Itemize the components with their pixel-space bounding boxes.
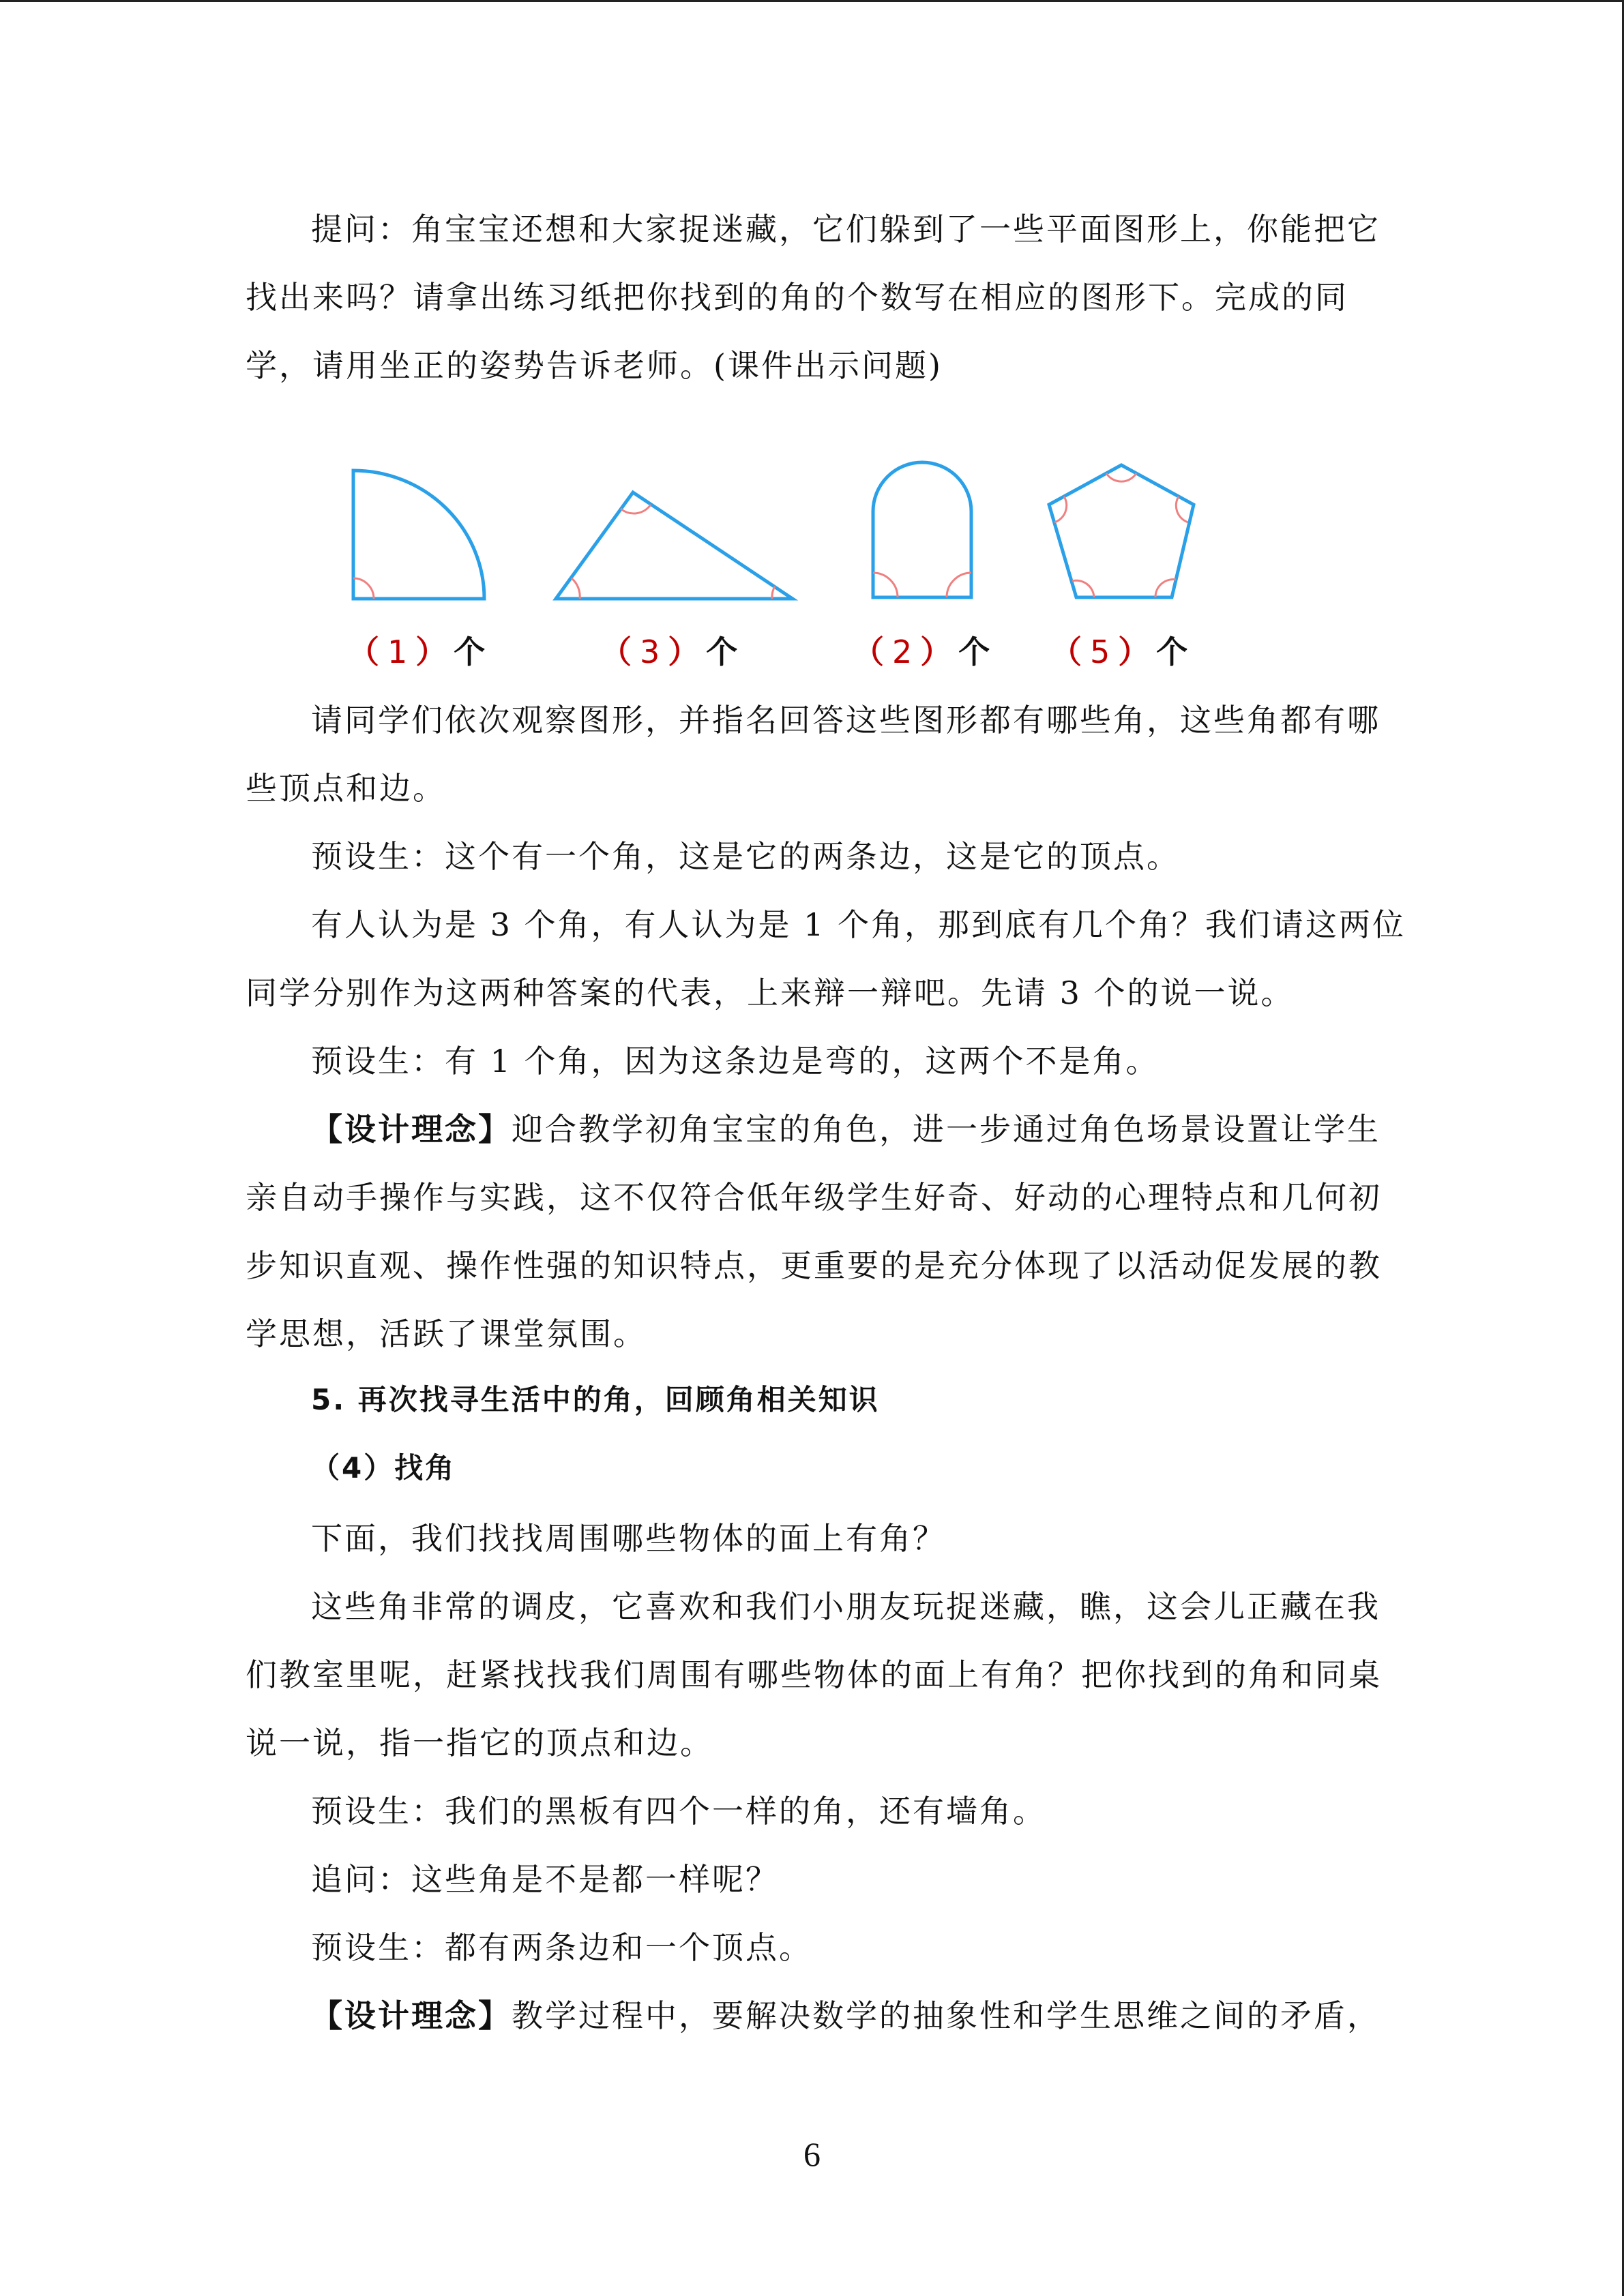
close-paren: ）	[920, 633, 952, 670]
design-concept-text: 教学过程中，要解决数学的抽象性和学生思维之间的矛盾，	[512, 1997, 1381, 2034]
question-intro-line2: 找出来吗？请拿出练习纸把你找到的角的个数写在相应的图形下。完成的同	[246, 279, 1348, 316]
design-concept-1-line1	[311, 1105, 1381, 1150]
angle-count: 1	[387, 633, 408, 670]
open-paren: （	[1050, 633, 1082, 670]
find-angles-desc-line1: 这些角非常的调皮，它喜欢和我们小朋友玩捉迷藏，瞧，这会儿正藏在我	[311, 1588, 1381, 1625]
angle-count: 3	[640, 633, 660, 670]
preset-answer-3: 预设生：我们的黑板有四个一样的角，还有墙角。	[311, 1793, 1046, 1830]
close-paren: ）	[668, 633, 700, 670]
design-concept-1-line4: 学思想，活跃了课堂氛围。	[246, 1315, 647, 1352]
unit-label: 个	[1156, 633, 1188, 670]
plane-shapes-figure	[327, 450, 1214, 614]
shape-3-answer	[853, 627, 990, 672]
triangle-shape	[556, 492, 793, 599]
open-paren: （	[853, 633, 884, 670]
shape-4-answer	[1050, 627, 1187, 672]
preset-answer-4: 预设生：都有两条边和一个顶点。	[311, 1929, 812, 1966]
design-concept-2-line1	[311, 1991, 1381, 2036]
design-concept-text: 迎合教学初角宝宝的角色，进一步通过角色场景设置让学生	[512, 1111, 1381, 1148]
pentagon-shape	[1049, 465, 1194, 597]
shape-1-answer	[348, 627, 485, 672]
subsection-heading-4: （4）找角	[311, 1451, 456, 1485]
quarter-circle-shape	[353, 471, 484, 599]
question-intro-line1: 提问：角宝宝还想和大家捉迷藏，它们躲到了一些平面图形上，你能把它	[311, 211, 1381, 248]
question-intro-line3: 学，请用坐正的姿势告诉老师。(课件出示问题)	[246, 347, 943, 384]
follow-up-question: 追问：这些角是不是都一样呢？	[311, 1861, 779, 1898]
design-concept-1-line3: 步知识直观、操作性强的知识特点，更重要的是充分体现了以活动促发展的教	[246, 1247, 1382, 1284]
shape-2-answer	[600, 627, 737, 672]
observe-line1: 请同学们依次观察图形，并指名回答这些图形都有哪些角，这些角都有哪	[311, 702, 1381, 739]
open-paren: （	[600, 633, 632, 670]
arch-shape	[873, 462, 971, 597]
preset-answer-2: 预设生：有 1 个角，因为这条边是弯的，这两个不是角。	[311, 1043, 1160, 1079]
design-concept-label: 【设计理念】	[311, 1111, 512, 1148]
close-paren: ）	[1118, 633, 1150, 670]
close-paren: ）	[415, 633, 447, 670]
debate-line1: 有人认为是 3 个角，有人认为是 1 个角，那到底有几个角？我们请这两位	[311, 906, 1406, 943]
section-heading-5: 5. 再次找寻生活中的角，回顾角相关知识	[311, 1383, 880, 1416]
unit-label: 个	[454, 633, 486, 670]
unit-label: 个	[958, 633, 990, 670]
unit-label: 个	[706, 633, 738, 670]
design-concept-label: 【设计理念】	[311, 1997, 512, 2034]
page-number: 6	[803, 2135, 821, 2173]
debate-line2: 同学分别作为这两种答案的代表，上来辩一辩吧。先请 3 个的说一说。	[246, 974, 1295, 1011]
observe-line2: 些顶点和边。	[246, 770, 446, 807]
angle-count: 2	[892, 633, 913, 670]
find-angles-intro: 下面，我们找找周围哪些物体的面上有角？	[311, 1520, 946, 1557]
find-angles-desc-line3: 说一说，指一指它的顶点和边。	[246, 1725, 713, 1761]
preset-answer-1: 预设生：这个有一个角，这是它的两条边，这是它的顶点。	[311, 838, 1180, 875]
page-border-top	[0, 0, 1624, 2]
find-angles-desc-line2: 们教室里呢，赶紧找找我们周围有哪些物体的面上有角？把你找到的角和同桌	[246, 1656, 1382, 1693]
angle-count: 5	[1090, 633, 1110, 670]
open-paren: （	[348, 633, 379, 670]
design-concept-1-line2: 亲自动手操作与实践，这不仅符合低年级学生好奇、好动的心理特点和几何初	[246, 1179, 1382, 1216]
